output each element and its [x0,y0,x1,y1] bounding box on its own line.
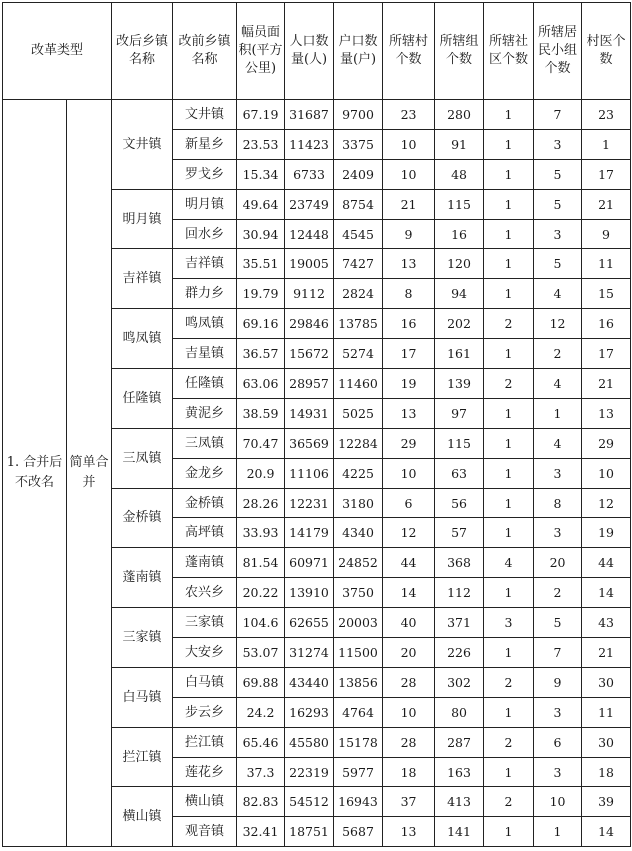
resident-groups-cell: 3 [534,757,582,787]
old-town-cell: 三家镇 [173,608,237,638]
groups-cell: 48 [435,159,484,189]
groups-cell: 226 [435,638,484,668]
communities-cell: 1 [484,129,534,159]
area-cell: 53.07 [237,638,285,668]
villages-cell: 13 [383,398,435,428]
communities-cell: 1 [484,697,534,727]
households-cell: 12284 [334,428,383,458]
doctors-cell: 39 [582,787,631,817]
households-cell: 3180 [334,488,383,518]
doctors-cell: 12 [582,488,631,518]
groups-cell: 280 [435,100,484,130]
new-town-cell: 鸣凤镇 [112,309,173,369]
communities-cell: 3 [484,608,534,638]
villages-cell: 20 [383,638,435,668]
doctors-cell: 44 [582,548,631,578]
population-cell: 31274 [285,638,334,668]
area-cell: 28.26 [237,488,285,518]
resident-groups-cell: 1 [534,817,582,847]
communities-cell: 1 [484,219,534,249]
old-town-cell: 金龙乡 [173,458,237,488]
old-town-cell: 回水乡 [173,219,237,249]
old-town-cell: 高坪镇 [173,518,237,548]
communities-cell: 2 [484,787,534,817]
villages-cell: 28 [383,667,435,697]
doctors-cell: 17 [582,339,631,369]
area-cell: 32.41 [237,817,285,847]
communities-cell: 2 [484,667,534,697]
table-row [3,100,631,130]
villages-cell: 28 [383,727,435,757]
communities-cell: 1 [484,249,534,279]
population-cell: 45580 [285,727,334,757]
households-cell: 24852 [334,548,383,578]
old-town-cell: 明月镇 [173,189,237,219]
doctors-cell: 43 [582,608,631,638]
households-cell: 7427 [334,249,383,279]
villages-cell: 10 [383,159,435,189]
old-town-cell: 三凤镇 [173,428,237,458]
households-cell: 5274 [334,339,383,369]
new-town-cell: 白马镇 [112,667,173,727]
resident-groups-cell: 4 [534,428,582,458]
merger-table [2,2,631,847]
old-town-cell: 农兴乡 [173,578,237,608]
resident-groups-cell: 3 [534,219,582,249]
header-area: 幅员面积(平方公里) [237,3,285,100]
resident-groups-cell: 5 [534,249,582,279]
population-cell: 12448 [285,219,334,249]
population-cell: 19005 [285,249,334,279]
villages-cell: 18 [383,757,435,787]
communities-cell: 1 [484,817,534,847]
resident-groups-cell: 20 [534,548,582,578]
resident-groups-cell: 5 [534,608,582,638]
population-cell: 14931 [285,398,334,428]
groups-cell: 16 [435,219,484,249]
new-town-cell: 三凤镇 [112,428,173,488]
area-cell: 38.59 [237,398,285,428]
communities-cell: 1 [484,578,534,608]
villages-cell: 13 [383,249,435,279]
header-households: 户口数量(户) [334,3,383,100]
households-cell: 11460 [334,369,383,399]
communities-cell: 1 [484,638,534,668]
communities-cell: 2 [484,369,534,399]
category-level2-cell: 简单合并 [67,100,112,847]
doctors-cell: 16 [582,309,631,339]
population-cell: 18751 [285,817,334,847]
doctors-cell: 11 [582,697,631,727]
area-cell: 65.46 [237,727,285,757]
groups-cell: 112 [435,578,484,608]
resident-groups-cell: 5 [534,189,582,219]
new-town-cell: 明月镇 [112,189,173,249]
communities-cell: 1 [484,398,534,428]
doctors-cell: 23 [582,100,631,130]
doctors-cell: 14 [582,817,631,847]
villages-cell: 37 [383,787,435,817]
resident-groups-cell: 7 [534,638,582,668]
header-villages: 所辖村个数 [383,3,435,100]
households-cell: 15178 [334,727,383,757]
communities-cell: 1 [484,159,534,189]
new-town-cell: 文井镇 [112,100,173,190]
households-cell: 5025 [334,398,383,428]
groups-cell: 115 [435,428,484,458]
population-cell: 11423 [285,129,334,159]
groups-cell: 287 [435,727,484,757]
area-cell: 69.16 [237,309,285,339]
households-cell: 2824 [334,279,383,309]
area-cell: 67.19 [237,100,285,130]
households-cell: 3750 [334,578,383,608]
villages-cell: 19 [383,369,435,399]
households-cell: 2409 [334,159,383,189]
population-cell: 36569 [285,428,334,458]
area-cell: 35.51 [237,249,285,279]
header-doctors: 村医个数 [582,3,631,100]
households-cell: 9700 [334,100,383,130]
groups-cell: 141 [435,817,484,847]
area-cell: 81.54 [237,548,285,578]
old-town-cell: 吉星镇 [173,339,237,369]
population-cell: 11106 [285,458,334,488]
households-cell: 8754 [334,189,383,219]
villages-cell: 40 [383,608,435,638]
old-town-cell: 黄泥乡 [173,398,237,428]
households-cell: 4340 [334,518,383,548]
population-cell: 28957 [285,369,334,399]
resident-groups-cell: 5 [534,159,582,189]
groups-cell: 302 [435,667,484,697]
old-town-cell: 鸣凤镇 [173,309,237,339]
villages-cell: 17 [383,339,435,369]
communities-cell: 4 [484,548,534,578]
new-town-cell: 金桥镇 [112,488,173,548]
villages-cell: 13 [383,817,435,847]
households-cell: 5977 [334,757,383,787]
doctors-cell: 19 [582,518,631,548]
communities-cell: 1 [484,757,534,787]
villages-cell: 10 [383,129,435,159]
communities-cell: 1 [484,458,534,488]
old-town-cell: 步云乡 [173,697,237,727]
households-cell: 11500 [334,638,383,668]
communities-cell: 1 [484,100,534,130]
population-cell: 54512 [285,787,334,817]
doctors-cell: 13 [582,398,631,428]
old-town-cell: 金桥镇 [173,488,237,518]
groups-cell: 91 [435,129,484,159]
table-header [3,3,631,100]
old-town-cell: 大安乡 [173,638,237,668]
villages-cell: 10 [383,458,435,488]
population-cell: 14179 [285,518,334,548]
groups-cell: 163 [435,757,484,787]
header-resident-groups: 所辖居民小组个数 [534,3,582,100]
area-cell: 20.9 [237,458,285,488]
old-town-cell: 罗戈乡 [173,159,237,189]
households-cell: 4545 [334,219,383,249]
category-level1-cell: 1. 合并后不改名 [3,100,67,847]
villages-cell: 12 [383,518,435,548]
households-cell: 20003 [334,608,383,638]
old-town-cell: 吉祥镇 [173,249,237,279]
new-town-cell: 吉祥镇 [112,249,173,309]
households-cell: 4764 [334,697,383,727]
households-cell: 4225 [334,458,383,488]
groups-cell: 56 [435,488,484,518]
new-town-cell: 横山镇 [112,787,173,847]
resident-groups-cell: 10 [534,787,582,817]
communities-cell: 2 [484,309,534,339]
old-town-cell: 横山镇 [173,787,237,817]
old-town-cell: 蓬南镇 [173,548,237,578]
old-town-cell: 任隆镇 [173,369,237,399]
area-cell: 37.3 [237,757,285,787]
groups-cell: 371 [435,608,484,638]
header-population: 人口数量(人) [285,3,334,100]
resident-groups-cell: 2 [534,578,582,608]
resident-groups-cell: 2 [534,339,582,369]
households-cell: 3375 [334,129,383,159]
new-town-cell: 蓬南镇 [112,548,173,608]
doctors-cell: 10 [582,458,631,488]
area-cell: 33.93 [237,518,285,548]
resident-groups-cell: 3 [534,518,582,548]
population-cell: 22319 [285,757,334,787]
old-town-cell: 白马镇 [173,667,237,697]
doctors-cell: 21 [582,638,631,668]
area-cell: 70.47 [237,428,285,458]
header-reform-type: 改革类型 [3,3,112,100]
population-cell: 16293 [285,697,334,727]
resident-groups-cell: 6 [534,727,582,757]
area-cell: 23.53 [237,129,285,159]
old-town-cell: 拦江镇 [173,727,237,757]
groups-cell: 94 [435,279,484,309]
header-new-town: 改后乡镇名称 [112,3,173,100]
communities-cell: 2 [484,727,534,757]
groups-cell: 202 [435,309,484,339]
households-cell: 16943 [334,787,383,817]
groups-cell: 115 [435,189,484,219]
resident-groups-cell: 12 [534,309,582,339]
area-cell: 20.22 [237,578,285,608]
communities-cell: 1 [484,279,534,309]
resident-groups-cell: 1 [534,398,582,428]
old-town-cell: 莲花乡 [173,757,237,787]
groups-cell: 139 [435,369,484,399]
area-cell: 15.34 [237,159,285,189]
groups-cell: 161 [435,339,484,369]
area-cell: 24.2 [237,697,285,727]
households-cell: 5687 [334,817,383,847]
resident-groups-cell: 4 [534,279,582,309]
communities-cell: 1 [484,428,534,458]
population-cell: 15672 [285,339,334,369]
new-town-cell: 三家镇 [112,608,173,668]
villages-cell: 8 [383,279,435,309]
doctors-cell: 21 [582,189,631,219]
area-cell: 104.6 [237,608,285,638]
households-cell: 13856 [334,667,383,697]
population-cell: 43440 [285,667,334,697]
resident-groups-cell: 4 [534,369,582,399]
communities-cell: 1 [484,339,534,369]
old-town-cell: 新星乡 [173,129,237,159]
old-town-cell: 群力乡 [173,279,237,309]
groups-cell: 97 [435,398,484,428]
old-town-cell: 文井镇 [173,100,237,130]
communities-cell: 1 [484,518,534,548]
header-groups: 所辖组个数 [435,3,484,100]
area-cell: 36.57 [237,339,285,369]
population-cell: 13910 [285,578,334,608]
resident-groups-cell: 9 [534,667,582,697]
doctors-cell: 29 [582,428,631,458]
resident-groups-cell: 3 [534,458,582,488]
population-cell: 60971 [285,548,334,578]
area-cell: 63.06 [237,369,285,399]
doctors-cell: 30 [582,727,631,757]
population-cell: 31687 [285,100,334,130]
doctors-cell: 1 [582,129,631,159]
households-cell: 13785 [334,309,383,339]
header-communities: 所辖社区个数 [484,3,534,100]
villages-cell: 16 [383,309,435,339]
area-cell: 69.88 [237,667,285,697]
doctors-cell: 18 [582,757,631,787]
doctors-cell: 17 [582,159,631,189]
doctors-cell: 15 [582,279,631,309]
villages-cell: 6 [383,488,435,518]
resident-groups-cell: 8 [534,488,582,518]
resident-groups-cell: 3 [534,129,582,159]
new-town-cell: 任隆镇 [112,369,173,429]
villages-cell: 29 [383,428,435,458]
villages-cell: 21 [383,189,435,219]
resident-groups-cell: 3 [534,697,582,727]
population-cell: 29846 [285,309,334,339]
groups-cell: 413 [435,787,484,817]
population-cell: 6733 [285,159,334,189]
area-cell: 30.94 [237,219,285,249]
groups-cell: 120 [435,249,484,279]
villages-cell: 10 [383,697,435,727]
villages-cell: 44 [383,548,435,578]
doctors-cell: 30 [582,667,631,697]
groups-cell: 368 [435,548,484,578]
groups-cell: 80 [435,697,484,727]
communities-cell: 1 [484,189,534,219]
communities-cell: 1 [484,488,534,518]
area-cell: 19.79 [237,279,285,309]
population-cell: 12231 [285,488,334,518]
resident-groups-cell: 7 [534,100,582,130]
population-cell: 9112 [285,279,334,309]
population-cell: 62655 [285,608,334,638]
new-town-cell: 拦江镇 [112,727,173,787]
doctors-cell: 9 [582,219,631,249]
population-cell: 23749 [285,189,334,219]
groups-cell: 63 [435,458,484,488]
doctors-cell: 14 [582,578,631,608]
header-old-town: 改前乡镇名称 [173,3,237,100]
doctors-cell: 11 [582,249,631,279]
groups-cell: 57 [435,518,484,548]
doctors-cell: 21 [582,369,631,399]
table-body [3,100,631,847]
villages-cell: 14 [383,578,435,608]
villages-cell: 9 [383,219,435,249]
area-cell: 82.83 [237,787,285,817]
area-cell: 49.64 [237,189,285,219]
villages-cell: 23 [383,100,435,130]
old-town-cell: 观音镇 [173,817,237,847]
